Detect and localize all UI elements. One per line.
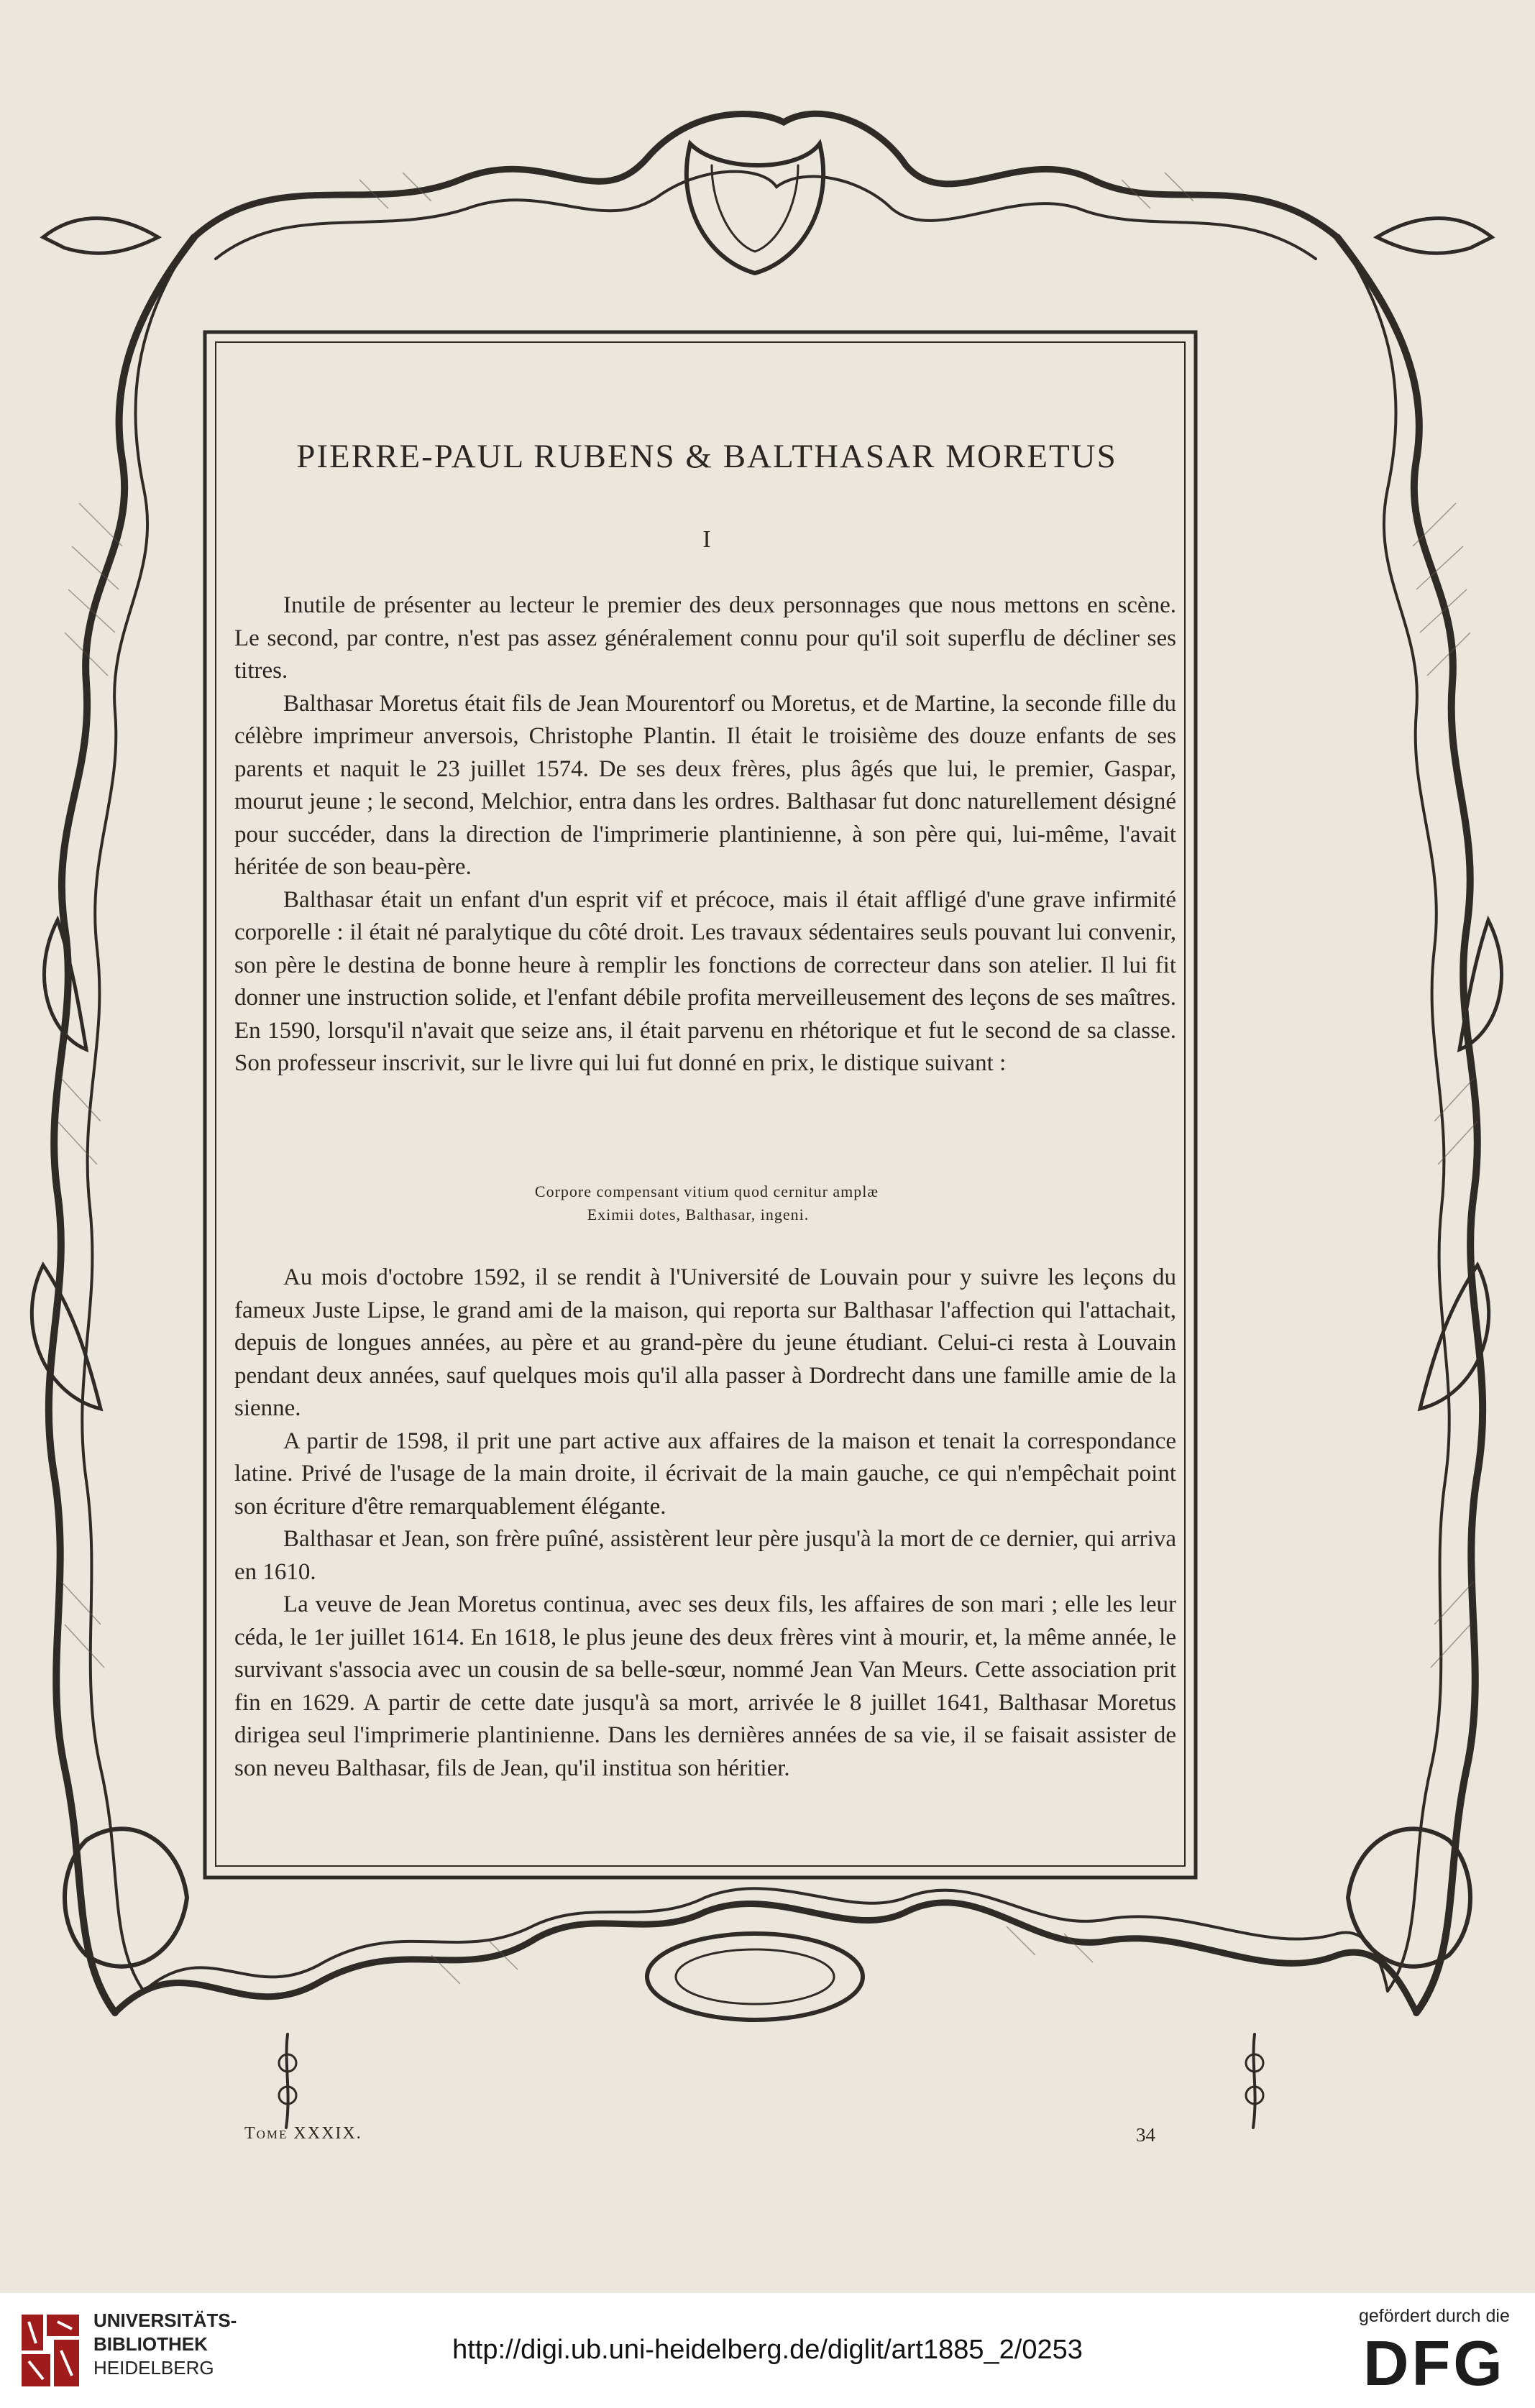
funded-by-label: gefördert durch die [1359,2306,1510,2326]
quote-line: Eximii dotes, Balthasar, ingeni. [587,1205,810,1223]
paragraph: Balthasar Moretus était fils de Jean Mourentorf ou Moretus, et de Martine, la seconde fille du célèbre imprimeur anversois, Christophe Plantin. Il était le troisième des douze enfants de ses parents et naquit le 23 juillet 1574. De ses deux frères, plus âgés que lui, le premier, Gaspar, mourut jeune ; le second, Melchior, entra dans les ordres. Balthasar fut donc naturellement désigné pour succéder, dans la direction de l'imprimerie plantinienne, à son père qui, lui-même, l'avait héritée de son beau-père. [234,690,1176,880]
page-number: 34 [1136,2124,1155,2146]
paragraph: Au mois d'octobre 1592, il se rendit à l'Université de Louvain pour y suivre les leçons du fameux Juste Lipse, le grand ami de la maison, qui reporta sur Balthasar l'affection qui l'attachait, depuis de longues années, au père et au grand-père du jeune étudiant. Celui-ci resta à Louvain pendant deux années, sauf quelques mois qu'il alla passer à Dordrecht dans une famille amie de la sienne. [234,1264,1176,1421]
paragraph: Balthasar était un enfant d'un esprit vif et précoce, mais il était affligé d'une grave infirmité corporelle : il était né paralytique du côté droit. Les travaux sédentaires seuls pouvant lui convenir, son père le destina de bonne heure à remplir les fonctions de correcteur dans son atelier. Il lui fit donner une instruction solide, et l'enfant débile profita merveilleusement des leçons de ses maîtres. En 1590, lorsqu'il n'avait que seize ans, il était parvenu en rhétorique et fut le second de sa classe. Son professeur inscrivit, sur le livre qui lui fut donné en prix, le distique suivant : [234,886,1176,1076]
paragraphs-before-quote [234,589,1176,1080]
paragraph: La veuve de Jean Moretus continua, avec ses deux fils, les affaires de son mari ; elle les leur céda, le 1er juillet 1614. En 1618, le plus jeune des deux frères vint à mourir, et, la même année, le survivant s'associa avec un cousin de sa belle-sœur, nommé Jean Van Meurs. Cette association prit fin en 1629. A partir de cette date jusqu'à sa mort, arrivée le 8 juillet 1641, Balthasar Moretus dirigea seul l'imprimerie plantinienne. Dans les dernières années de sa vie, il se faisait assister de son neveu Balthasar, fils de Jean, qu'il institua son héritier. [234,1591,1176,1781]
text-panel [229,359,1185,1855]
library-name-line: BIBLIOTHEK [93,2333,208,2355]
digitization-footer [0,2293,1535,2408]
permalink-url[interactable]: http://digi.ub.uni-heidelberg.de/diglit/art1885_2/0253 [452,2335,1083,2365]
volume-label: Tome XXXIX. [244,2124,362,2143]
paragraph: Inutile de présenter au lecteur le premier des deux personnages que nous mettons en scène. Le second, par contre, n'est pas assez généralement connu pour qu'il soit superflu de décliner ses titres. [234,592,1176,684]
paragraphs-after-quote [234,1262,1176,1785]
dfg-logo: DFG [1363,2327,1506,2399]
quote-line: Corpore compensant vitium quod cernitur amplæ [534,1182,879,1200]
article-title: PIERRE-PAUL RUBENS & BALTHASAR MORETUS [296,438,1117,475]
paragraph: Balthasar et Jean, son frère puîné, assistèrent leur père jusqu'à la mort de ce dernier, qui arriva en 1610. [234,1526,1176,1585]
section-number: I [702,526,711,553]
library-name-line: UNIVERSITÄTS- [93,2310,237,2331]
library-name-line: HEIDELBERG [93,2357,214,2379]
paragraph: A partir de 1598, il prit une part active aux affaires de la maison et tenait la correspondance latine. Privé de l'usage de la main droite, il écrivait de la main gauche, ce qui n'empêchait point son écriture d'être remarquablement élégante. [234,1428,1176,1520]
latin-distich [229,1180,1185,1226]
